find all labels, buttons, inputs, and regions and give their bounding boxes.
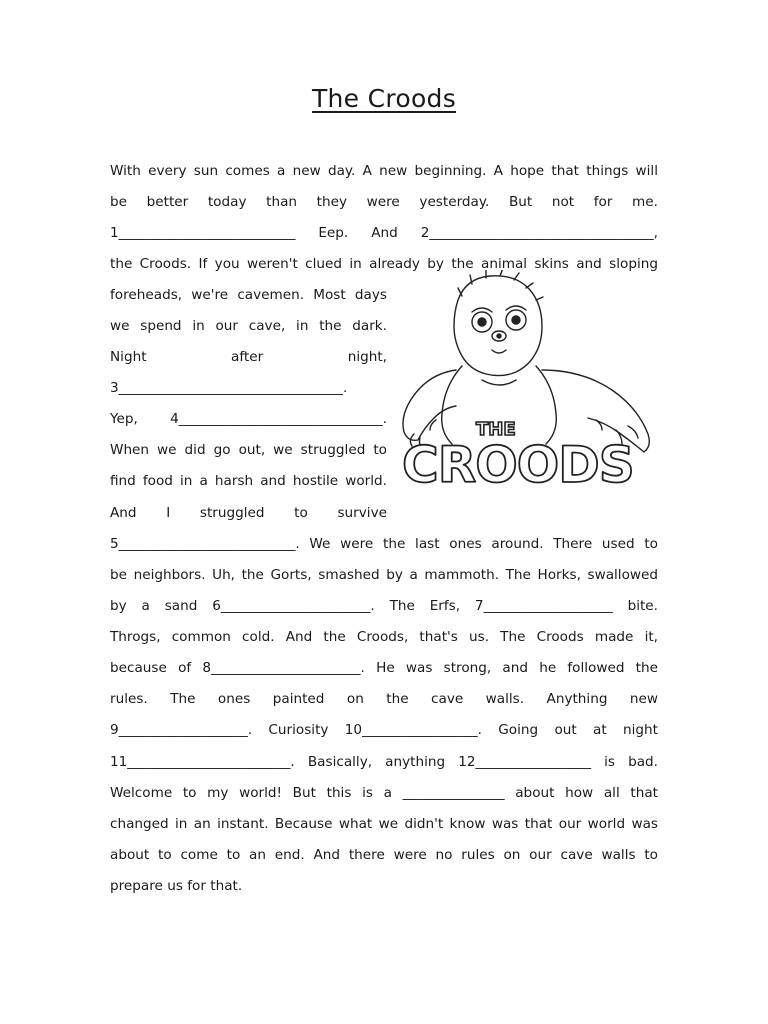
- sloth-logo-image: [396, 270, 660, 495]
- page-title: The Croods: [311, 84, 457, 113]
- text-line: 3_________________________________.: [110, 380, 348, 396]
- text-line: we spend in our cave, in the dark.: [110, 318, 387, 334]
- text-line: 5__________________________. We were the last ones around. There used to: [110, 536, 658, 552]
- text-line: When we did go out, we struggled to: [110, 442, 387, 458]
- text-line: foreheads, we're cavemen. Most days: [110, 287, 387, 303]
- text-line: 9___________________. Curiosity 10_________________. Going out at night: [110, 722, 658, 738]
- text-line: by a sand 6______________________. The Erfs, 7___________________ bite.: [110, 598, 658, 614]
- text-line: Yep, 4______________________________.: [110, 411, 387, 427]
- logo-croods-text: CROODS: [402, 436, 634, 494]
- text-line: find food in a harsh and hostile world.: [110, 473, 387, 489]
- text-line: be better today than they were yesterday. But not for me.: [110, 194, 658, 210]
- text-line: be neighbors. Uh, the Gorts, smashed by a mammoth. The Horks, swallowed: [110, 567, 658, 583]
- text-line: the Croods. If you weren't clued in already by the animal skins and sloping: [110, 256, 658, 272]
- text-line: With every sun comes a new day. A new beginning. A hope that things will: [110, 163, 658, 179]
- text-line: because of 8______________________. He was strong, and he followed the: [110, 660, 658, 676]
- text-line: about to come to an end. And there were no rules on our cave walls to: [110, 847, 658, 863]
- text-line: 11________________________. Basically, anything 12_________________ is bad.: [110, 754, 658, 770]
- text-line: 1__________________________ Eep. And 2_________________________________,: [110, 225, 658, 241]
- croods-illustration: [396, 270, 660, 495]
- logo-the-text: THE: [476, 419, 516, 440]
- text-line: Throgs, common cold. And the Croods, that's us. The Croods made it,: [110, 629, 658, 645]
- text-line: prepare us for that.: [110, 878, 243, 894]
- text-line: Night after night,: [110, 349, 387, 365]
- text-line: And I struggled to survive: [110, 505, 387, 521]
- text-line: Welcome to my world! But this is a _______________ about how all that: [110, 785, 658, 801]
- text-line: rules. The ones painted on the cave walls. Anything new: [110, 691, 658, 707]
- text-line: changed in an instant. Because what we didn't know was that our world was: [110, 816, 658, 832]
